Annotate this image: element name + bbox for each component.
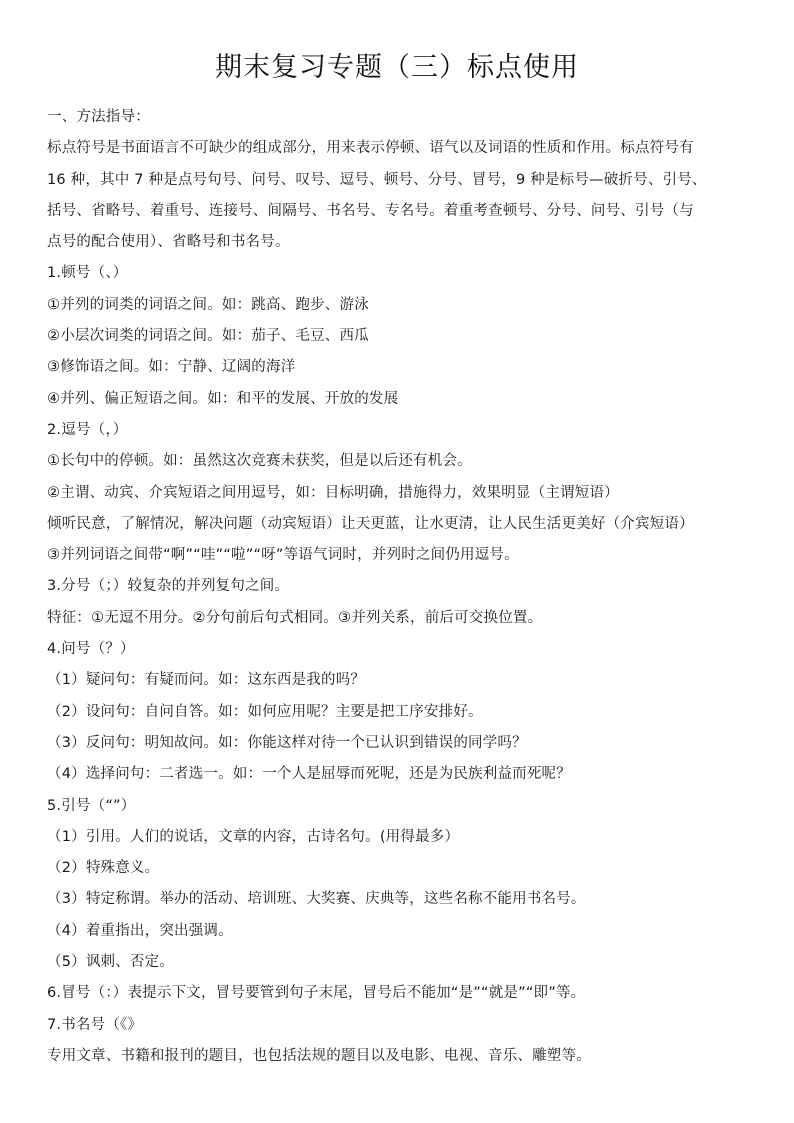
list-item: ①长句中的停顿。如：虽然这次竞赛未获奖，但是以后还有机会。 [47, 453, 472, 470]
list-item: ①并列的词类的词语之间。如：跳高、跑步、游泳 [47, 296, 369, 313]
list-item: ②小层次词类的词语之间。如：茄子、毛豆、西瓜 [47, 328, 369, 345]
subheading-colon: 6.冒号（：）表提示下文，冒号要管到句子末尾，冒号后不能加“是”“就是”“即”等。 [47, 985, 586, 1002]
list-item: （4）着重指出，突出强调。 [47, 922, 233, 939]
subheading-comma-pause: 1.顿号（、） [47, 265, 128, 282]
list-item: （2）特殊意义。 [47, 860, 160, 877]
list-item: ④并列、偏正短语之间。如：和平的发展、开放的发展 [47, 390, 399, 407]
section-heading: 一、方法指导： [47, 109, 150, 125]
subheading-title-marks: 7.书名号（《》 [47, 1016, 143, 1033]
page-title: 期末复习专题（三）标点使用 [215, 52, 579, 83]
list-item: 特征：①无逗不用分。②分句前后句式相同。③并列关系，前后可交换位置。 [47, 609, 543, 626]
list-item: （5）讽刺、否定。 [47, 954, 175, 971]
list-item: ③修饰语之间。如：宁静、辽阔的海洋 [47, 359, 296, 376]
paragraph-line: 标点符号是书面语言不可缺少的组成部分，用来表示停顿、语气以及词语的性质和作用。标点符号有 [47, 140, 694, 157]
paragraph-line: 点号的配合使用）、省略号和书名号。 [47, 234, 290, 251]
list-item: （2）设问句：自问自答。如：如何应用呢？主要是把工序安排好。 [47, 703, 483, 720]
paragraph-line: 16 种，其中 7 种是点号句号、问号、叹号、逗号、顿号、分号、冒号，9 种是标号—破折号、引号、 [47, 171, 707, 188]
list-item: （1）引用。人们的说话，文章的内容，古诗名句。(用得最多） [47, 828, 460, 845]
list-item: （3）反问句：明知故问。如：你能这样对待一个已认识到错误的同学吗？ [47, 734, 527, 751]
subheading-semicolon: 3.分号（；）较复杂的并列复句之间。 [47, 578, 290, 595]
list-item: （3）特定称谓。举办的活动、培训班、大奖赛、庆典等，这些名称不能用书名号。 [47, 891, 586, 908]
list-item: （4）选择问句：二者选一。如：一个人是屈辱而死呢，还是为民族利益而死呢？ [47, 766, 571, 783]
subheading-comma: 2.逗号（，） [47, 421, 128, 438]
list-item: ②主谓、动宾、介宾短语之间用逗号，如：目标明确，措施得力，效果明显（主谓短语） [47, 484, 619, 501]
list-item: 倾听民意，了解情况，解决问题（动宾短语）让天更蓝，让水更清，让人民生活更美好（介宾短语） [47, 515, 694, 532]
document-body [47, 102, 767, 1072]
list-item: ③并列词语之间带“啊”“哇”“啦”“呀”等语气词时，并列时之间仍用逗号。 [47, 547, 519, 564]
paragraph-line: 专用文章、书籍和报刊的题目，也包括法规的题目以及电影、电视、音乐、雕塑等。 [47, 1047, 591, 1064]
paragraph-line: 括号、省略号、着重号、连接号、间隔号、书名号、专名号。着重考查顿号、分号、问号、引号（与 [47, 202, 694, 219]
subheading-question-mark: 4.问号（？） [47, 641, 135, 658]
list-item: （1）疑问句：有疑而问。如：这东西是我的吗？ [47, 672, 366, 689]
subheading-quotation-marks: 5.引号（“”） [47, 797, 136, 814]
